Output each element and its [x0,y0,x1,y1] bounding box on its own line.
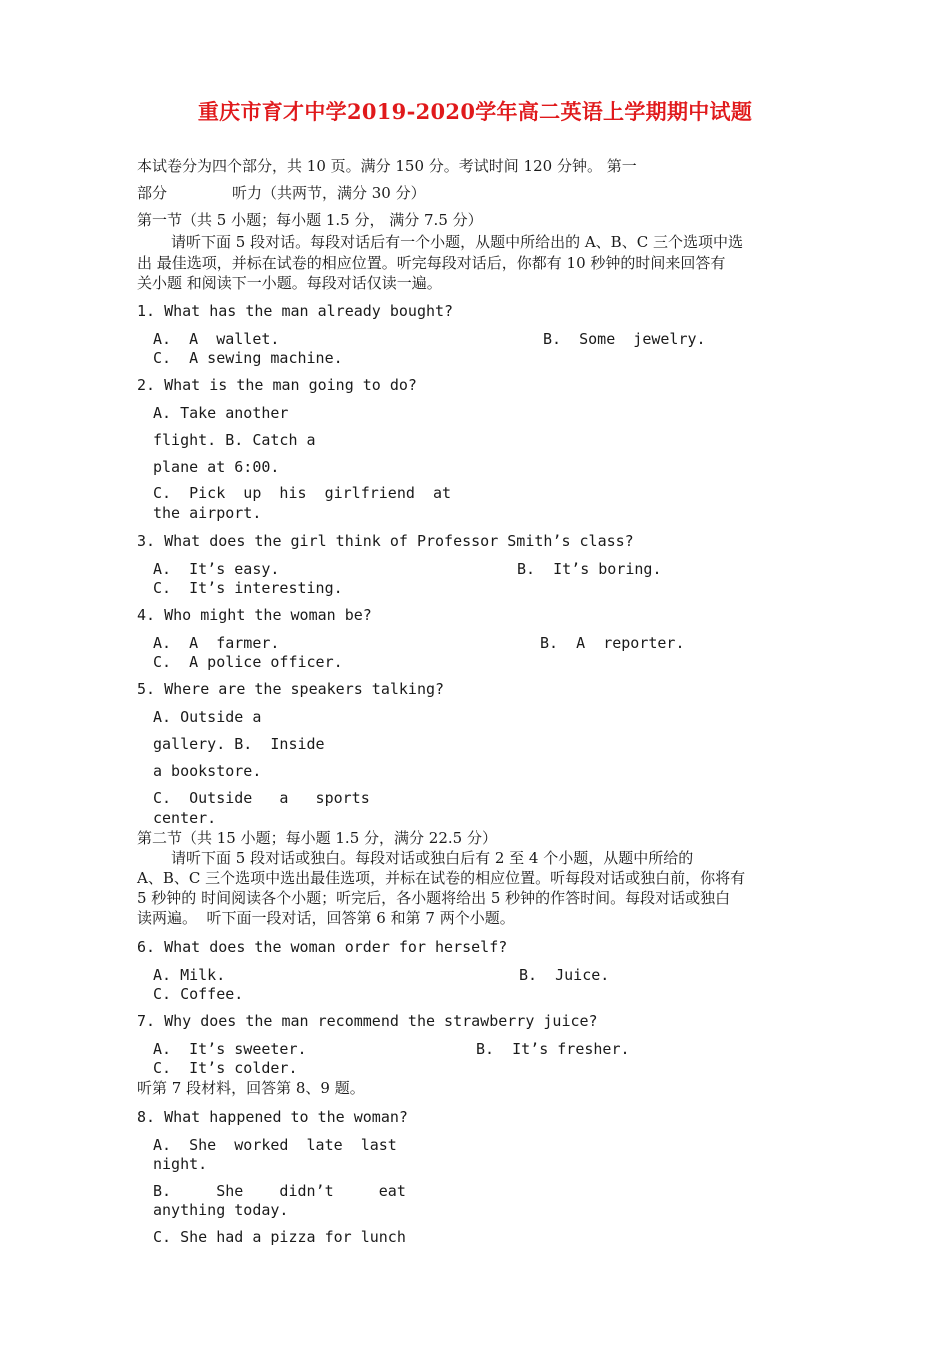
question-3-stem: 3. What does the girl think of Professor Smith’s class? [137,532,634,550]
question-1-stem: 1. What has the man already bought? [137,302,454,320]
question-1-option-b: B. Some jewelry. [543,330,706,348]
question-6-option-a: A. Milk. [153,966,226,984]
question-3-option-a: A. It’s easy. [153,560,280,578]
question-5-line-3: a bookstore. [153,762,262,780]
question-8-stem: 8. What happened to the woman? [137,1108,408,1126]
section1-instruction-2: 出 最佳选项，并标在试卷的相应位置。听完每段对话后，你都有 10 秒钟的时间来回答有 [137,254,726,272]
question-4-option-b: B. A reporter. [540,634,685,652]
page-title: 重庆市育才中学2019-2020学年高二英语上学期期中试题 [197,99,753,124]
question-5-line-4: C. Outside a sports [153,789,370,807]
intro-part-label: 部分 [137,184,168,202]
question-8-line-4: anything today. [153,1201,289,1219]
question-2-stem: 2. What is the man going to do? [137,376,417,394]
question-5-line-1: A. Outside a [153,708,262,726]
question-8-line-2: night. [153,1155,208,1173]
question-2-line-1: A. Take another [153,404,289,422]
question-7-stem: 7. Why does the man recommend the strawberry juice? [137,1012,598,1030]
section1-heading: 第一节（共 5 小题；每小题 1.5 分， 满分 7.5 分） [137,211,483,229]
material-7-instruction: 听第 7 段材料，回答第 8、9 题。 [137,1079,365,1097]
question-6-option-c: C. Coffee. [153,985,244,1003]
question-8-line-3: B. She didn’t eat [153,1182,406,1200]
section2-instruction-2: A、B、C 三个选项中选出最佳选项，并标在试卷的相应位置。听每段对话或独白前，你将有 [137,869,746,887]
question-5-stem: 5. Where are the speakers talking? [137,680,445,698]
question-4-stem: 4. Who might the woman be? [137,606,372,624]
section2-instruction-4: 读两遍。 听下面一段对话，回答第 6 和第 7 两个小题。 [137,909,515,927]
intro-part-heading: 听力（共两节，满分 30 分） [232,184,426,202]
question-2-line-2: flight. B. Catch a [153,431,316,449]
question-3-option-b: B. It’s boring. [517,560,662,578]
question-8-line-1: A. She worked late last [153,1136,397,1154]
question-3-option-c: C. It’s interesting. [153,579,343,597]
question-7-option-a: A. It’s sweeter. [153,1040,307,1058]
question-6-stem: 6. What does the woman order for herself? [137,938,508,956]
question-6-option-b: B. Juice. [519,966,610,984]
question-1-option-c: C. A sewing machine. [153,349,343,367]
section1-instruction-1: 请听下面 5 段对话。每段对话后有一个小题，从题中所给出的 A、B、C 三个选项中选 [171,233,743,251]
question-5-line-5: center. [153,809,217,827]
section2-instruction-1: 请听下面 5 段对话或独白。每段对话或独白后有 2 至 4 个小题，从题中所给的 [171,849,694,867]
intro-line-1: 本试卷分为四个部分，共 10 页。满分 150 分。考试时间 120 分钟。 第一 [137,157,637,175]
section2-heading: 第二节（共 15 小题；每小题 1.5 分，满分 22.5 分） [137,829,497,847]
question-7-option-c: C. It’s colder. [153,1059,298,1077]
question-4-option-c: C. A police officer. [153,653,343,671]
question-1-option-a: A. A wallet. [153,330,280,348]
section1-instruction-3: 关小题 和阅读下一小题。每段对话仅读一遍。 [137,274,442,292]
question-2-line-3: plane at 6:00. [153,458,280,476]
question-4-option-a: A. A farmer. [153,634,280,652]
question-2-line-5: the airport. [153,504,262,522]
question-2-line-4: C. Pick up his girlfriend at [153,484,452,502]
question-5-line-2: gallery. B. Inside [153,735,325,753]
question-8-line-5: C. She had a pizza for lunch [153,1228,406,1246]
question-7-option-b: B. It’s fresher. [476,1040,630,1058]
section2-instruction-3: 5 秒钟的 时间阅读各个小题；听完后，各小题将给出 5 秒钟的作答时间。每段对话或独白 [137,889,731,907]
